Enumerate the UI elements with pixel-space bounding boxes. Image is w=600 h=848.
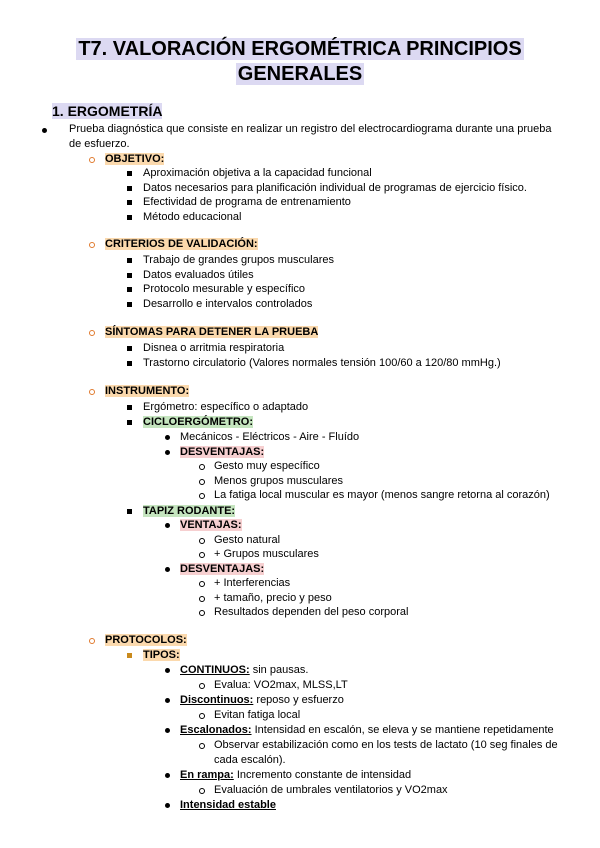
protocolos-heading: PROTOCOLOS:: [105, 634, 187, 646]
bullet-circle-icon: [199, 683, 205, 689]
bullet-square-icon: [127, 302, 132, 307]
bullet-circle-icon: [199, 610, 205, 616]
page-title-line-2: GENERALES: [237, 63, 363, 85]
bullet-dot-icon: [165, 773, 170, 778]
tapiz-desventajas-heading: DESVENTAJAS:: [180, 563, 265, 575]
bullet-dot-icon: [42, 128, 47, 133]
tapiz-ventaja: + Grupos musculares: [214, 548, 319, 560]
protocolo-estable: Intensidad estable: [180, 799, 276, 811]
bullet-circle-icon: [199, 552, 205, 558]
sintomas-item: Disnea o arritmia respiratoria: [143, 342, 285, 354]
protocolo-discontinuos: Discontinuos: reposo y esfuerzo: [180, 694, 344, 706]
bullet-dot-icon: [165, 450, 170, 455]
bullet-dot-icon: [165, 567, 170, 572]
bullet-circle-icon: [199, 788, 205, 794]
bullet-circle-icon: [199, 743, 205, 749]
cicloergometro-desventaja: La fatiga local muscular es mayor (menos sangre retorna al corazón): [214, 489, 550, 501]
protocolo-escalonados: Escalonados: Intensidad en escalón, se eleva y se mantiene repetidamente: [180, 724, 554, 736]
cicloergometro-desventaja: Gesto muy específico: [214, 460, 320, 472]
objetivo-item: Datos necesarios para planificación individual de programas de ejercicio físico.: [143, 182, 527, 194]
bullet-square-icon: [127, 405, 132, 410]
protocolo-rampa-sub: Evaluación de umbrales ventilatorios y VO2max: [214, 784, 448, 796]
bullet-square-icon: [127, 171, 132, 176]
objetivo-heading: OBJETIVO:: [105, 153, 165, 165]
criterios-item: Protocolo mesurable y específico: [143, 283, 306, 295]
bullet-circle-icon: [89, 157, 95, 163]
cicloergometro-heading: CICLOERGÓMETRO:: [143, 416, 253, 428]
sintomas-item: Trastorno circulatorio (Valores normales tensión 100/60 a 120/80 mmHg.): [143, 357, 501, 369]
bullet-dot-icon: [165, 698, 170, 703]
protocolo-continuos: CONTINUOS: sin pausas.: [180, 664, 309, 676]
bullet-square-icon: [127, 186, 132, 191]
tapiz-ventaja: Gesto natural: [214, 534, 281, 546]
bullet-square-icon: [127, 258, 132, 263]
bullet-square-icon: [127, 361, 132, 366]
instrumento-heading: INSTRUMENTO:: [105, 385, 190, 397]
intro-text-line-2: de esfuerzo.: [69, 138, 130, 150]
bullet-square-icon: [127, 653, 132, 658]
ergometro-text: Ergómetro: específico o adaptado: [143, 401, 309, 413]
bullet-dot-icon: [165, 728, 170, 733]
bullet-circle-icon: [199, 596, 205, 602]
bullet-square-icon: [127, 346, 132, 351]
sintomas-heading: SÍNTOMAS PARA DETENER LA PRUEBA: [105, 326, 319, 338]
criterios-item: Datos evaluados útiles: [143, 269, 254, 281]
bullet-circle-icon: [199, 581, 205, 587]
criterios-item: Desarrollo e intervalos controlados: [143, 298, 313, 310]
criterios-item: Trabajo de grandes grupos musculares: [143, 254, 334, 266]
objetivo-item: Método educacional: [143, 211, 242, 223]
bullet-circle-icon: [199, 713, 205, 719]
tapiz-desventaja: + Interferencias: [214, 577, 291, 589]
tipos-heading: TIPOS:: [143, 649, 180, 661]
bullet-square-icon: [127, 287, 132, 292]
bullet-dot-icon: [165, 435, 170, 440]
bullet-circle-icon: [199, 464, 205, 470]
bullet-circle-icon: [199, 479, 205, 485]
bullet-dot-icon: [165, 803, 170, 808]
protocolo-escalonados-sub-1: Observar estabilización como en los tests de lactato (10 seg finales de: [214, 739, 558, 751]
protocolo-discontinuos-sub: Evitan fatiga local: [214, 709, 301, 721]
bullet-circle-icon: [89, 242, 95, 248]
bullet-circle-icon: [89, 330, 95, 336]
bullet-square-icon: [127, 420, 132, 425]
protocolo-continuos-sub: Evalua: VO2max, MLSS,LT: [214, 679, 348, 691]
bullet-dot-icon: [165, 523, 170, 528]
bullet-circle-icon: [89, 638, 95, 644]
bullet-circle-icon: [89, 389, 95, 395]
tapiz-heading: TAPIZ RODANTE:: [143, 505, 236, 517]
bullet-circle-icon: [199, 538, 205, 544]
bullet-square-icon: [127, 215, 132, 220]
page-title-line-1: T7. VALORACIÓN ERGOMÉTRICA PRINCIPIOS: [78, 38, 522, 60]
objetivo-item: Aproximación objetiva a la capacidad funcional: [143, 167, 372, 179]
intro-text-line-1: Prueba diagnóstica que consiste en realizar un registro del electrocardiograma durante una prueba: [69, 123, 552, 135]
protocolo-rampa: En rampa: Incremento constante de intensidad: [180, 769, 412, 781]
criterios-heading: CRITERIOS DE VALIDACIÓN:: [105, 238, 258, 250]
cicloergometro-desventajas-heading: DESVENTAJAS:: [180, 446, 265, 458]
tapiz-desventaja: + tamaño, precio y peso: [214, 592, 332, 604]
tapiz-desventaja: Resultados dependen del peso corporal: [214, 606, 409, 618]
bullet-square-icon: [127, 273, 132, 278]
bullet-square-icon: [127, 509, 132, 514]
bullet-circle-icon: [199, 493, 205, 499]
protocolo-escalonados-sub-2: cada escalón).: [214, 754, 286, 766]
objetivo-item: Efectividad de programa de entrenamiento: [143, 196, 351, 208]
section-heading: 1. ERGOMETRÍA: [52, 103, 163, 119]
cicloergometro-tipos: Mecánicos - Eléctricos - Aire - Fluído: [180, 431, 360, 443]
bullet-square-icon: [127, 200, 132, 205]
cicloergometro-desventaja: Menos grupos musculares: [214, 475, 344, 487]
bullet-dot-icon: [165, 668, 170, 673]
tapiz-ventajas-heading: VENTAJAS:: [180, 519, 242, 531]
